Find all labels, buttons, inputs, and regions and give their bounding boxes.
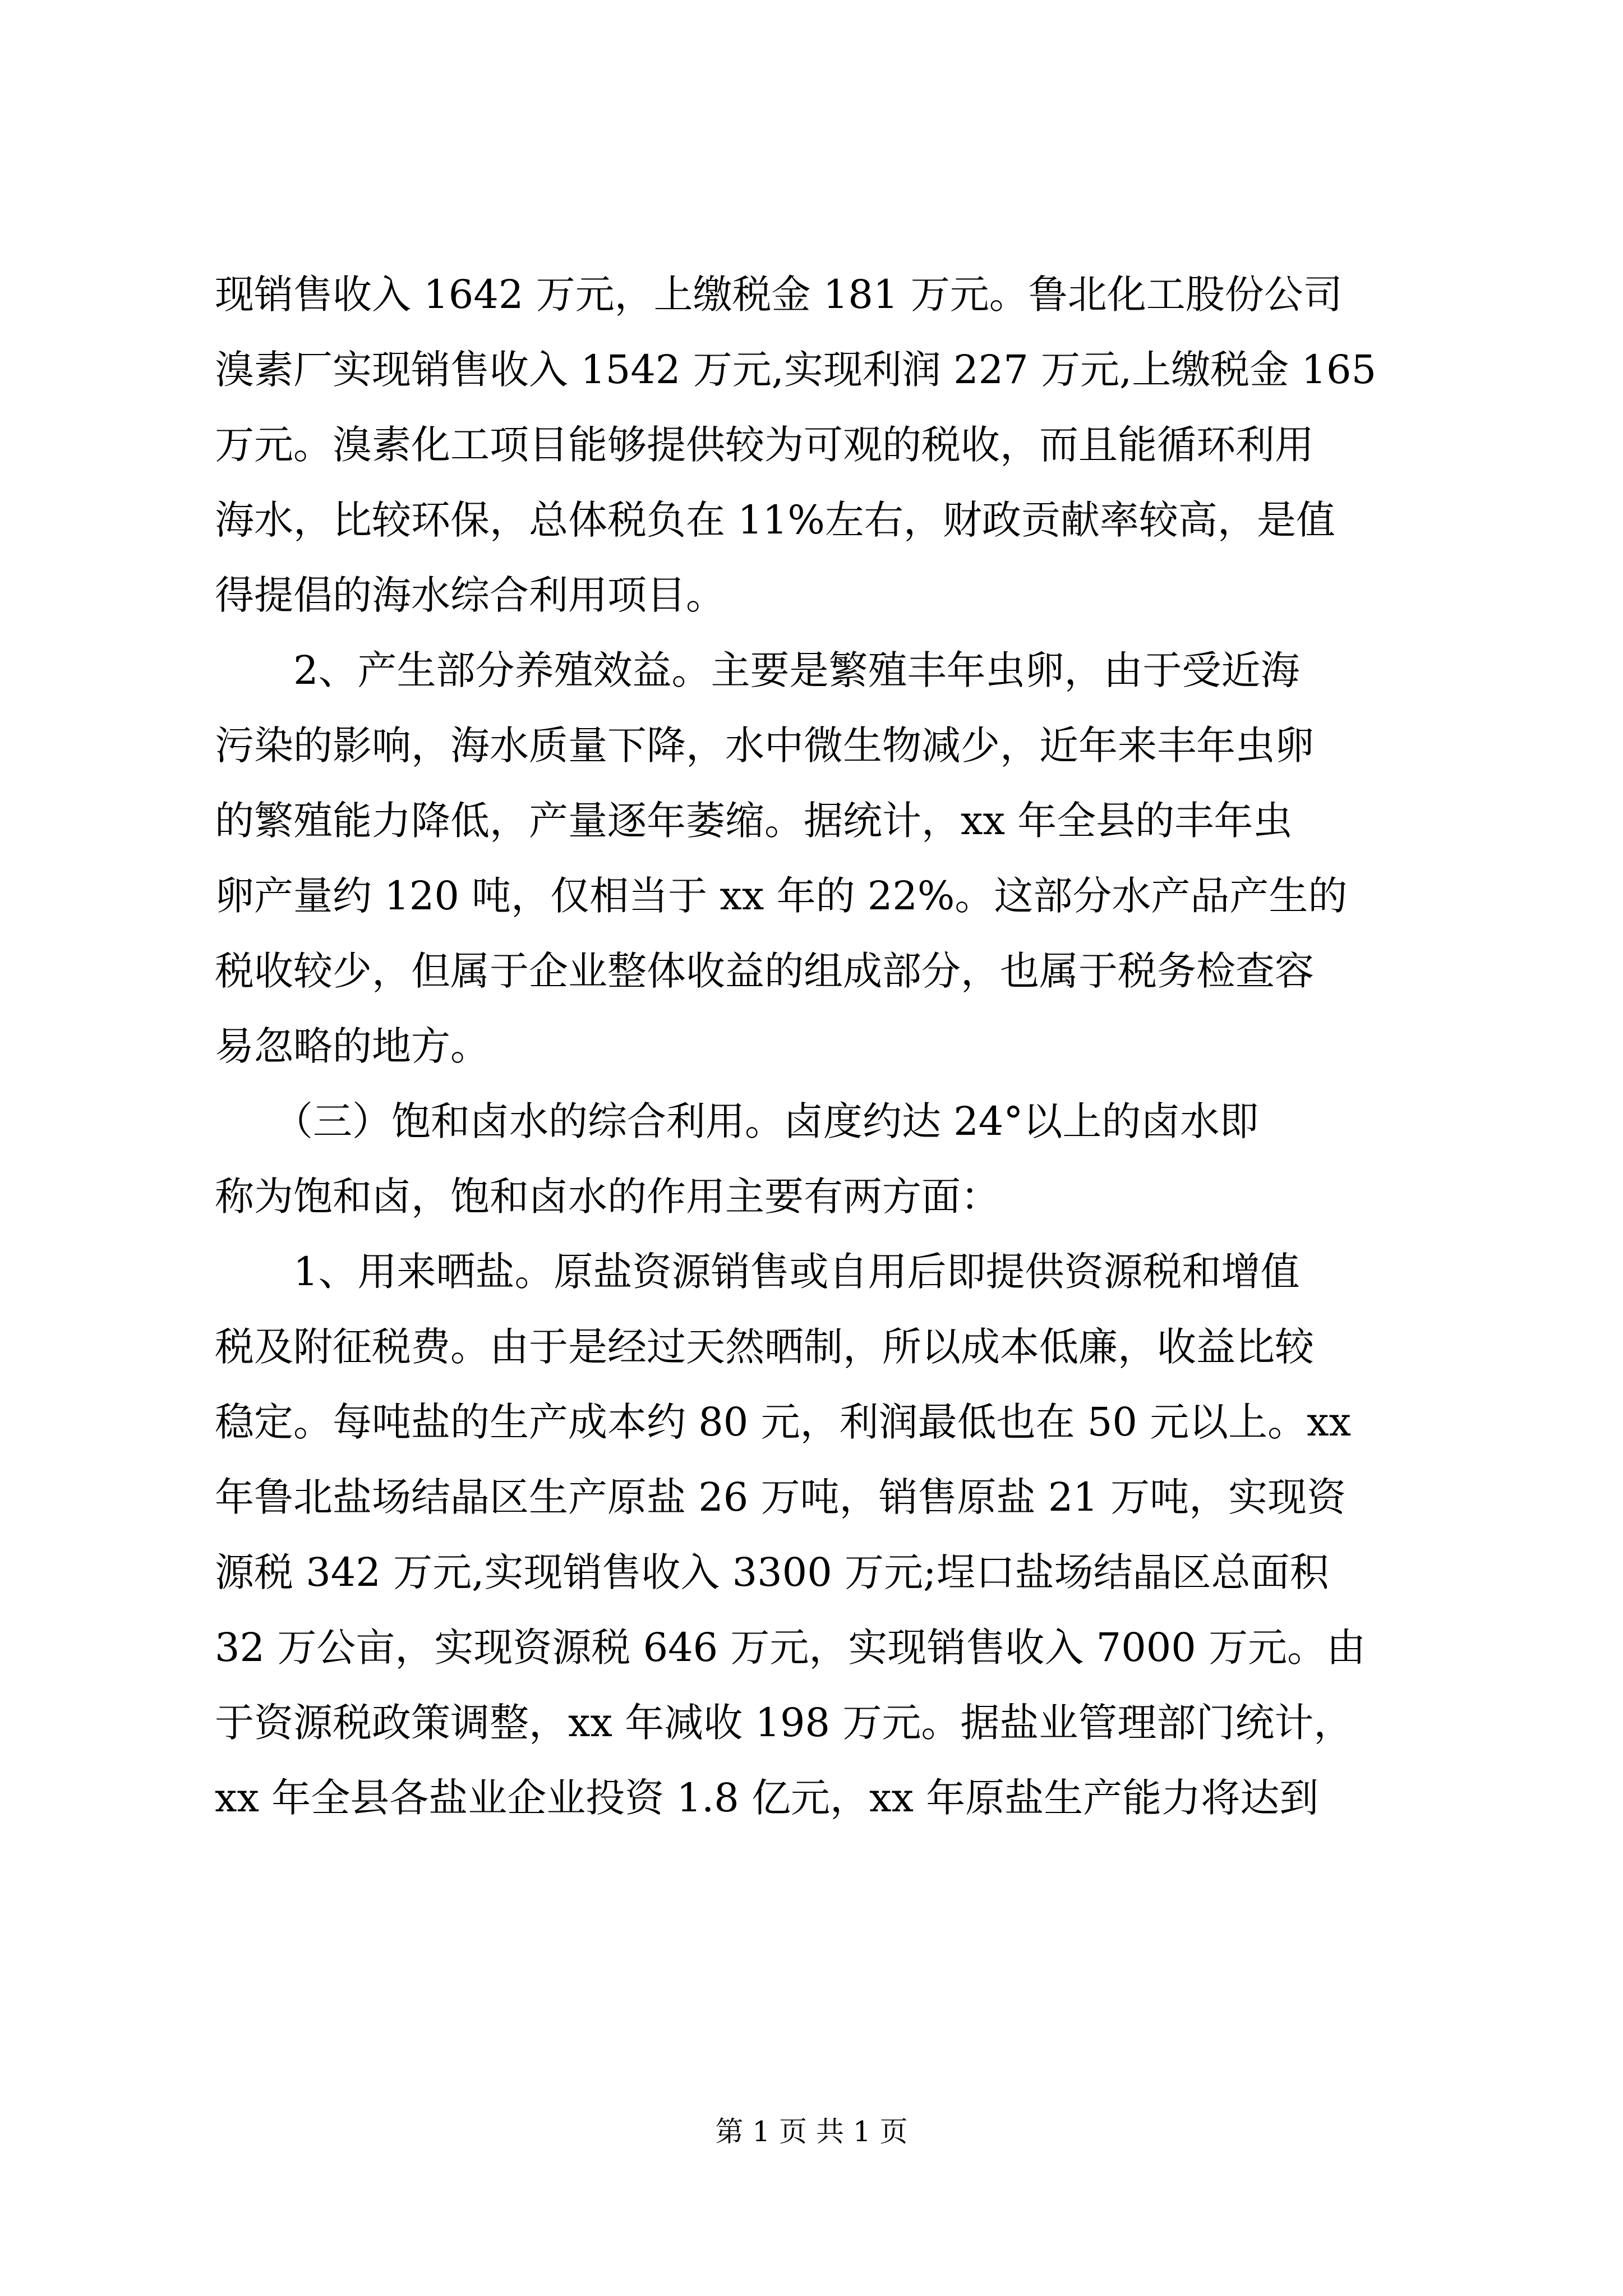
text-line: 的繁殖能力降低，产量逐年萎缩。据统计，xx 年全县的丰年虫	[215, 798, 1293, 844]
text-line: 污染的影响，海水质量下降，水中微生物减少，近年来丰年虫卵	[215, 723, 1314, 769]
text-line: 年鲁北盐场结晶区生产原盐 26 万吨，销售原盐 21 万吨，实现资	[215, 1474, 1347, 1520]
body-text	[215, 257, 1409, 1835]
text-line: 2、产生部分养殖效益。主要是繁殖丰年虫卵，由于受近海	[215, 647, 1300, 693]
text-line: 溴素厂实现销售收入 1542 万元,实现利润 227 万元,上缴税金 165	[215, 347, 1377, 393]
text-line: 32 万公亩，实现资源税 646 万元，实现销售收入 7000 万元。由	[215, 1625, 1366, 1671]
page-number-label: 第 1 页 共 1 页	[715, 2115, 908, 2148]
text-line: （三）饱和卤水的综合利用。卤度约达 24°以上的卤水即	[215, 1098, 1259, 1144]
text-line: 于资源税政策调整，xx 年减收 198 万元。据盐业管理部门统计，	[215, 1700, 1353, 1746]
text-line: 税收较少，但属于企业整体收益的组成部分，也属于税务检查容	[215, 948, 1314, 994]
text-line: 万元。溴素化工项目能够提供较为可观的税收，而且能循环利用	[215, 422, 1314, 468]
text-line: 称为饱和卤，饱和卤水的作用主要有两方面：	[215, 1174, 1000, 1220]
text-line: 现销售收入 1642 万元，上缴税金 181 万元。鲁北化工股份公司	[215, 272, 1343, 318]
text-line: 1、用来晒盐。原盐资源销售或自用后即提供资源税和增值	[215, 1249, 1300, 1295]
text-line: 海水，比较环保，总体税负在 11%左右，财政贡献率较高，是值	[215, 497, 1335, 543]
text-line: 稳定。每吨盐的生产成本约 80 元，利润最低也在 50 元以上。xx	[215, 1399, 1352, 1445]
text-line: 源税 342 万元,实现销售收入 3300 万元;埕口盐场结晶区总面积	[215, 1549, 1329, 1595]
text-line: 卵产量约 120 吨，仅相当于 xx 年的 22%。这部分水产品产生的	[215, 873, 1348, 919]
text-line: 易忽略的地方。	[215, 1023, 490, 1069]
text-line: 得提倡的海水综合利用项目。	[215, 572, 725, 618]
page-footer	[0, 2109, 1623, 2154]
text-line: xx 年全县各盐业企业投资 1.8 亿元，xx 年原盐生产能力将达到	[215, 1775, 1319, 1821]
text-line: 税及附征税费。由于是经过天然晒制，所以成本低廉，收益比较	[215, 1324, 1314, 1370]
